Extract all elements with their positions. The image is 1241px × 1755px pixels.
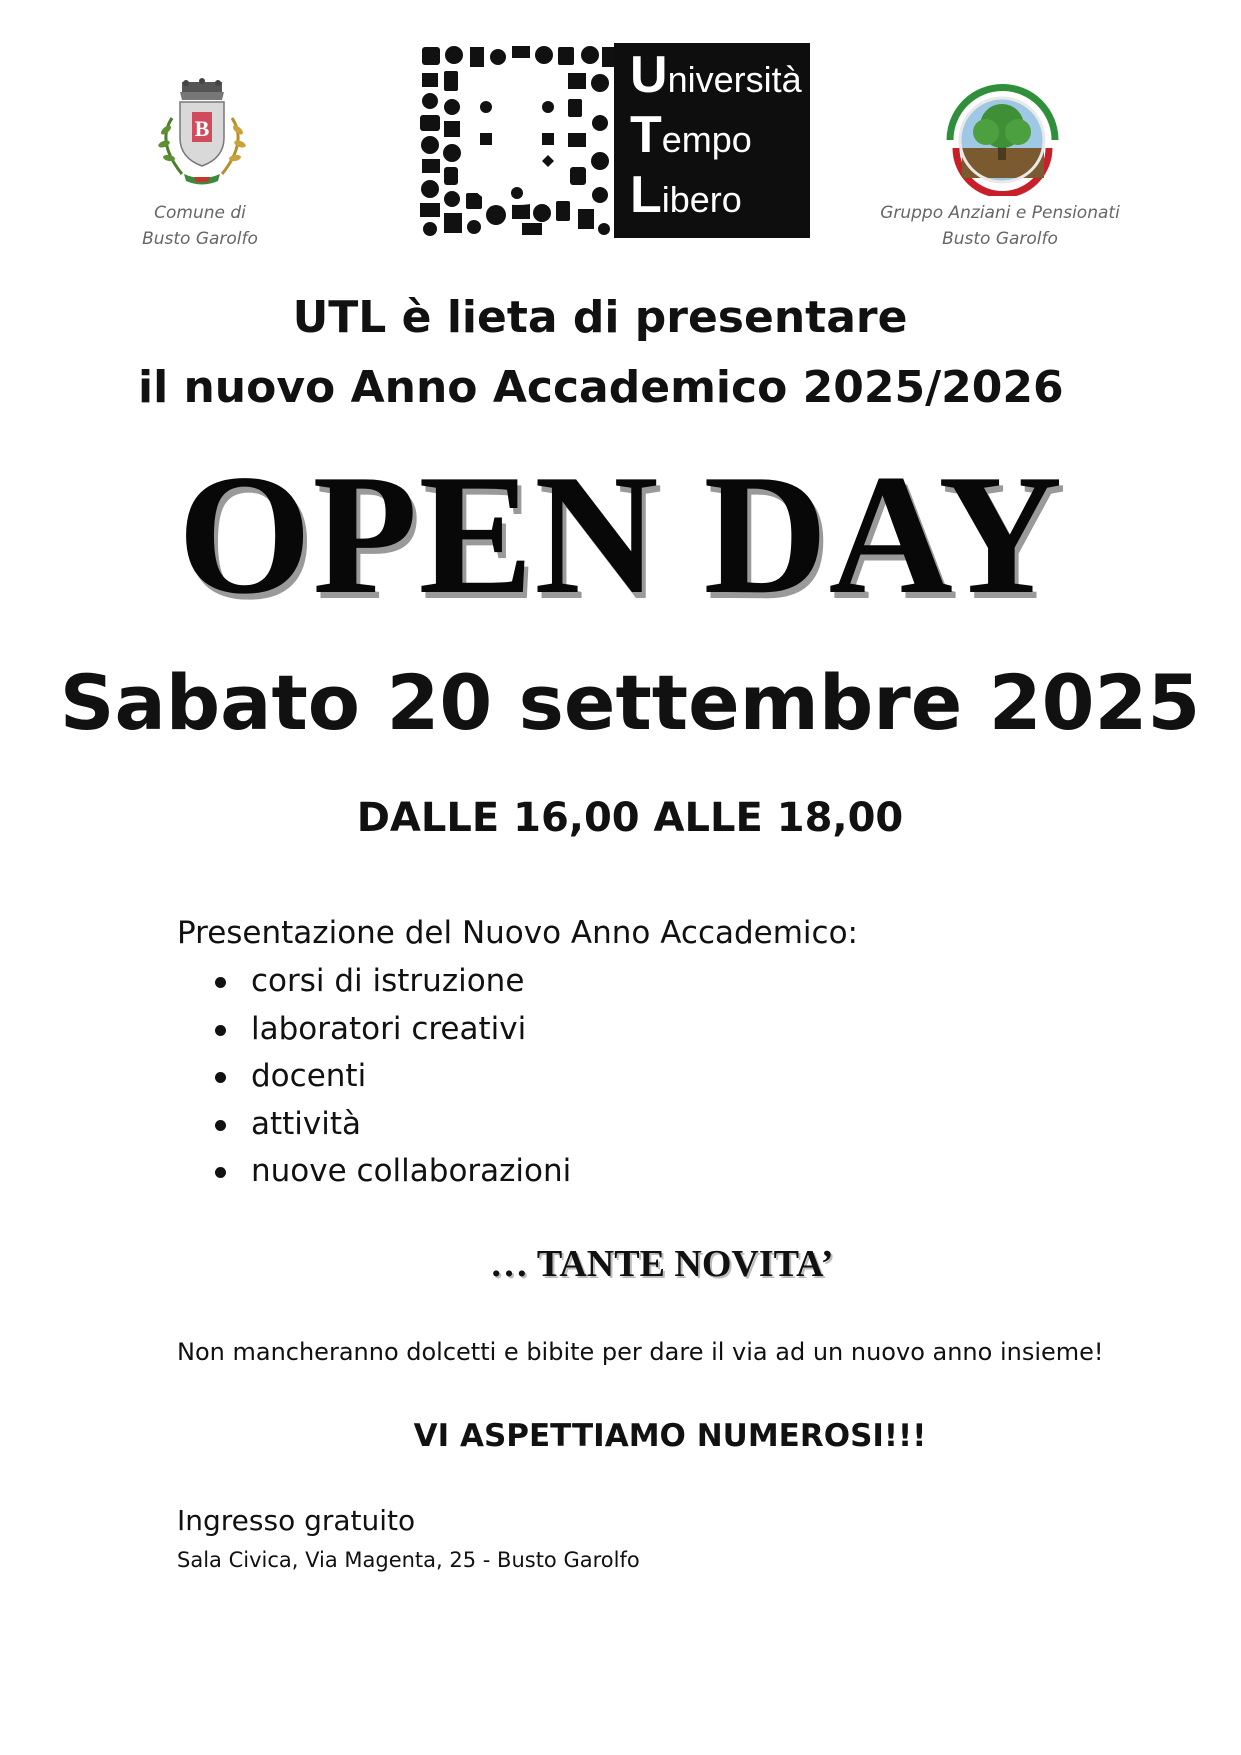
program-intro: Presentazione del Nuovo Anno Accademico:	[177, 915, 859, 951]
left-caption-line: Comune di	[154, 203, 246, 223]
intro-line-2: il nuovo Anno Accademico 2025/2026	[138, 362, 1064, 413]
closing-text: VI ASPETTIAMO NUMEROSI!!!	[413, 1418, 927, 1454]
list-item: laboratori creativi	[215, 1006, 571, 1054]
utl-logo	[418, 43, 810, 238]
address-text: Sala Civica, Via Magenta, 25 - Busto Garolfo	[177, 1548, 640, 1572]
utl-line	[630, 45, 802, 105]
utl-initial: U	[630, 46, 668, 104]
program-list	[215, 958, 571, 1196]
svg-text:B: B	[194, 116, 210, 141]
utl-wordmark	[614, 43, 810, 238]
symbol-mosaic-icon	[418, 43, 616, 238]
list-item: docenti	[215, 1053, 571, 1101]
list-item: nuove collaborazioni	[215, 1148, 571, 1196]
entry-text: Ingresso gratuito	[177, 1504, 416, 1537]
right-caption-line: Busto Garolfo	[942, 229, 1058, 249]
event-date: Sabato 20 settembre 2025	[59, 658, 1201, 747]
novita-heading: … TANTE NOVITA’	[490, 1243, 834, 1285]
utl-initial: T	[630, 106, 662, 164]
right-caption-line: Gruppo Anziani e Pensionati	[880, 203, 1120, 223]
event-hours: DALLE 16,00 ALLE 18,00	[356, 795, 904, 841]
comune-coat-of-arms-icon	[142, 78, 262, 188]
treats-text: Non mancheranno dolcetti e bibite per dare il via ad un nuovo anno insieme!	[177, 1338, 1104, 1366]
utl-line	[630, 105, 752, 165]
right-caption	[870, 200, 1130, 252]
left-caption-line: Busto Garolfo	[142, 229, 258, 249]
utl-rest: ibero	[661, 179, 742, 220]
event-title: OPEN DAY	[177, 440, 1064, 630]
utl-rest: empo	[661, 119, 752, 160]
left-caption	[125, 200, 275, 252]
list-item: attività	[215, 1101, 571, 1149]
utl-line	[630, 165, 742, 225]
utl-rest: niversità	[667, 59, 802, 100]
tree-seal-icon	[940, 78, 1065, 196]
utl-initial: L	[630, 166, 662, 224]
list-item: corsi di istruzione	[215, 958, 571, 1006]
intro-line-1: UTL è lieta di presentare	[292, 292, 908, 343]
